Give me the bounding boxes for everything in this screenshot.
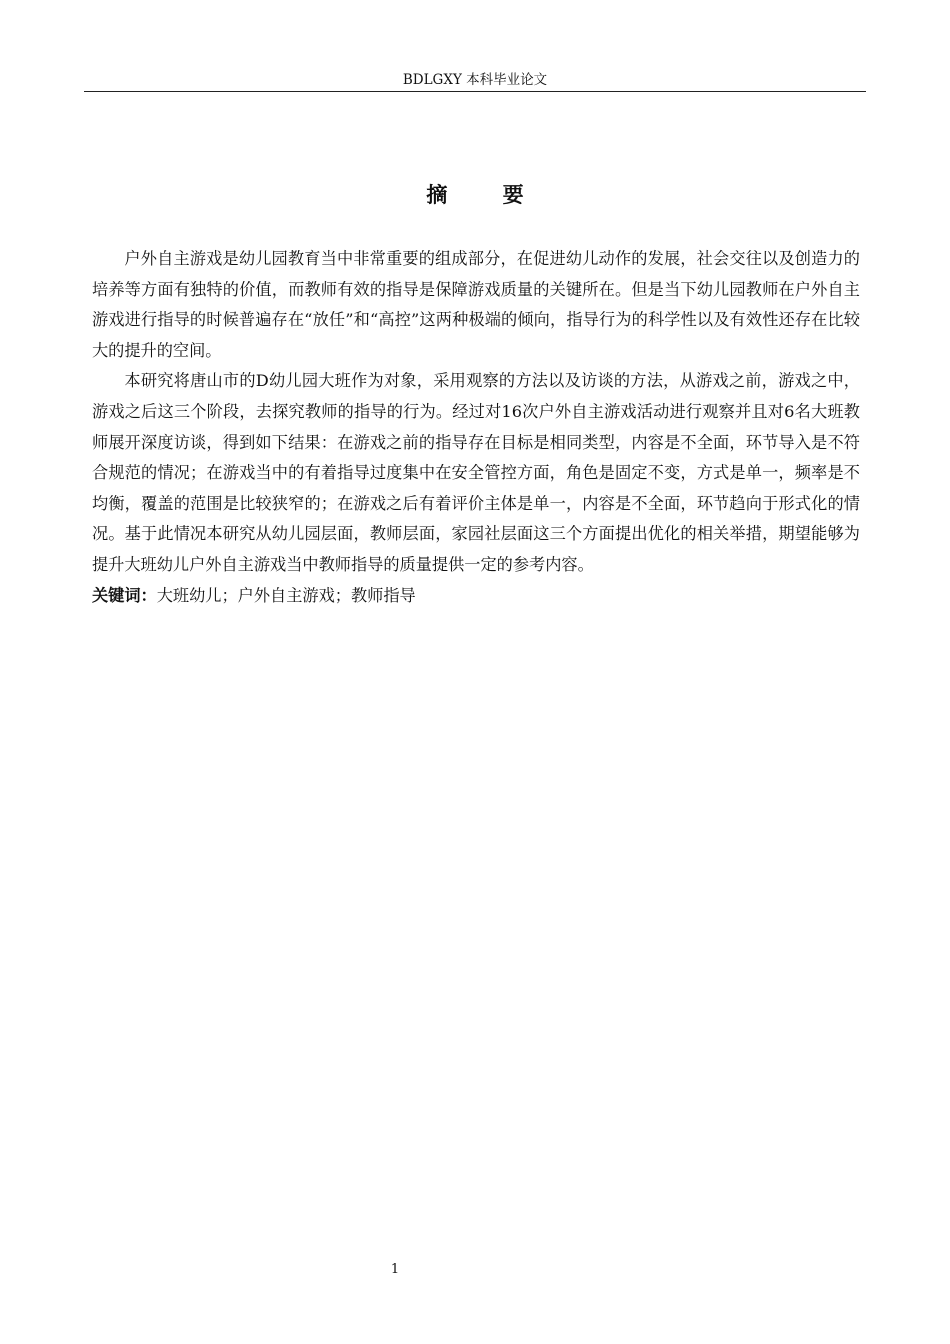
page-number: 1 [390, 1262, 400, 1277]
keywords-value: 大班幼儿；户外自主游戏；教师指导 [156, 585, 416, 605]
abstract-body [92, 244, 860, 611]
page-header [84, 70, 866, 92]
header-text: BDLGXY 本科毕业论文 [402, 72, 548, 88]
abstract-paragraph-1: 户外自主游戏是幼儿园教育当中非常重要的组成部分，在促进幼儿动作的发展，社会交往以及创造力的培养等方面有独特的价值，而教师有效的指导是保障游戏质量的关键所在。但是当下幼儿园教师在户外自主游戏进行指导的时候普遍存在“放任”和“高控”这两种极端的倾向，指导行为的科学性以及有效性还存在比较大的提升的空间。 [92, 249, 860, 360]
keywords-line [92, 581, 860, 612]
abstract-title: 摘 要 [426, 183, 548, 207]
abstract-paragraph-2: 本研究将唐山市的D幼儿园大班作为对象，采用观察的方法以及访谈的方法，从游戏之前，游戏之中，游戏之后这三个阶段，去探究教师的指导的行为。经过对16次户外自主游戏活动进行观察并且对6名大班教师展开深度访谈，得到如下结果：在游戏之前的指导存在目标是相同类型，内容是不全面，环节导入是不符合规范的情况；在游戏当中的有着指导过度集中在安全管控方面，角色是固定不变，方式是单一，频率是不均衡，覆盖的范围是比较狭窄的；在游戏之后有着评价主体是单一，内容是不全面，环节趋向于形式化的情况。基于此情况本研究从幼儿园层面，教师层面，家园社层面这三个方面提出优化的相关举措，期望能够为提升大班幼儿户外自主游戏当中教师指导的质量提供一定的参考内容。 [92, 371, 860, 574]
keywords-label: 关键词： [92, 585, 157, 605]
